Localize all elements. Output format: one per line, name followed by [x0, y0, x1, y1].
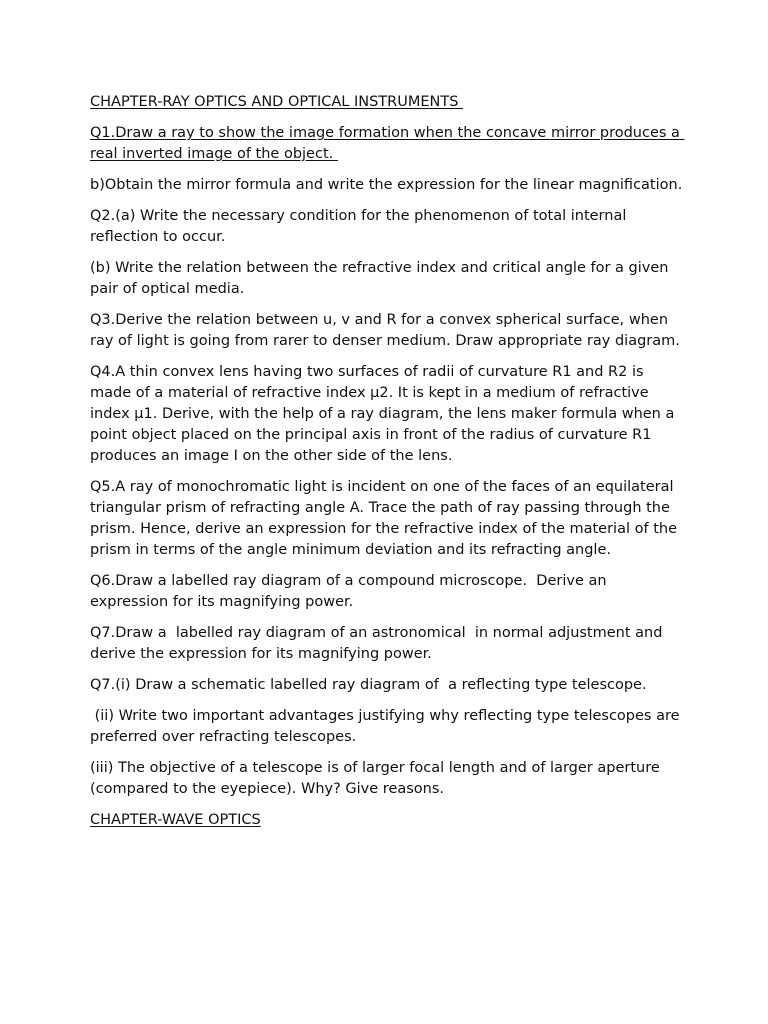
question-4: Q4.A thin convex lens having two surfaces of radii of curvature R1 and R2 is made of a material of refractive index µ2. It is kept in a medium of refractive index µ1. Derive, with the help of a ray diagram, the lens maker formula when a point object placed on the principal axis in front of the radius of curvature R1 produces an image I on the other side of the lens.	[90, 364, 679, 464]
question-6: Q6.Draw a labelled ray diagram of a compound microscope. Derive an expression for its magnifying power.	[90, 573, 612, 610]
question-7: Q7.Draw a labelled ray diagram of an astronomical in normal adjustment and derive the expression for its magnifying power.	[90, 625, 668, 662]
chapter-heading-ray-optics: CHAPTER-RAY OPTICS AND OPTICAL INSTRUMENTS	[90, 94, 464, 110]
question-5: Q5.A ray of monochromatic light is incident on one of the faces of an equilateral triangular prism of refracting angle A. Trace the path of ray passing through the prism. Hence, derive an expression for the refractive index of the material of the prism in terms of the angle minimum deviation and its refracting angle.	[90, 479, 682, 558]
question-2a: Q2.(a) Write the necessary condition for the phenomenon of total internal reflection to occur.	[90, 208, 631, 245]
question-7-ii: (ii) Write two important advantages justifying why reflecting type telescopes are preferred over refracting telescopes.	[90, 708, 685, 745]
document-page	[90, 92, 686, 841]
question-2b: (b) Write the relation between the refractive index and critical angle for a given pair of optical media.	[90, 260, 674, 297]
chapter-heading-wave-optics: CHAPTER-WAVE OPTICS	[90, 812, 261, 828]
question-7-iii: (iii) The objective of a telescope is of larger focal length and of larger aperture (compared to the eyepiece). Why? Give reasons.	[90, 760, 665, 797]
question-1: Q1.Draw a ray to show the image formation when the concave mirror produces a real inverted image of the object.	[90, 125, 685, 162]
question-7-i: Q7.(i) Draw a schematic labelled ray diagram of a reflecting type telescope.	[90, 677, 647, 693]
question-1b: b)Obtain the mirror formula and write the expression for the linear magnification.	[90, 177, 683, 193]
question-3: Q3.Derive the relation between u, v and R for a convex spherical surface, when ray of light is going from rarer to denser medium. Draw appropriate ray diagram.	[90, 312, 680, 349]
